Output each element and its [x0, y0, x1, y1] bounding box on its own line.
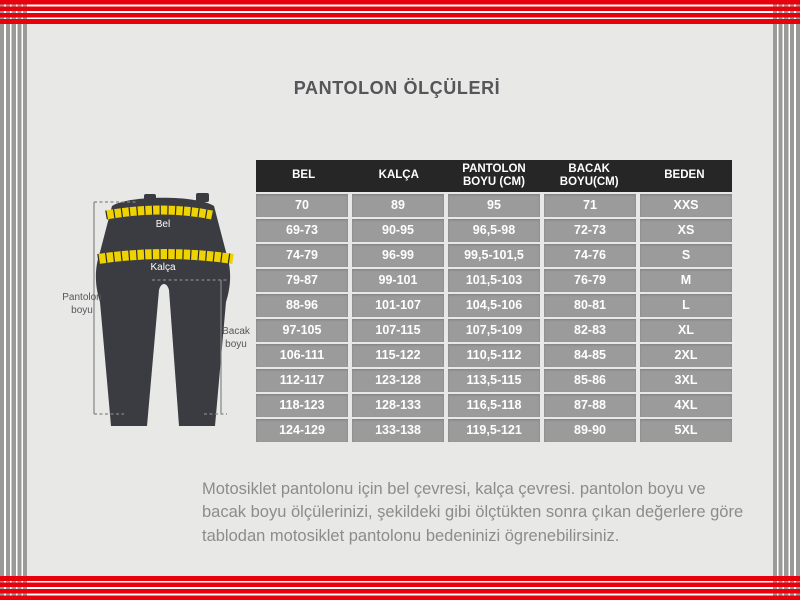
table-cell: 124-129 — [256, 419, 348, 442]
table-row — [256, 419, 732, 442]
size-table — [256, 160, 732, 442]
table-cell: 110,5-112 — [448, 344, 540, 367]
table-cell: 106-111 — [256, 344, 348, 367]
table-cell: 96-99 — [352, 244, 444, 267]
table-header-cell: BEDEN — [664, 169, 705, 182]
table-header-cell: PANTOLON BOYU (CM) — [462, 162, 526, 188]
description-text — [202, 478, 754, 548]
pants-silhouette — [96, 198, 230, 426]
table-row — [256, 319, 732, 342]
table-cell: XXS — [640, 194, 732, 217]
table-cell: 133-138 — [352, 419, 444, 442]
table-cell: 104,5-106 — [448, 294, 540, 317]
table-cell: 96,5-98 — [448, 219, 540, 242]
table-cell: 112-117 — [256, 369, 348, 392]
table-cell: 115-122 — [352, 344, 444, 367]
table-cell: 128-133 — [352, 394, 444, 417]
table-header-cell: BACAK BOYU(CM) — [559, 162, 619, 188]
table-cell: 90-95 — [352, 219, 444, 242]
table-cell: 88-96 — [256, 294, 348, 317]
hip-label: Kalça — [150, 262, 176, 273]
size-table-header — [256, 160, 732, 192]
table-row — [256, 344, 732, 367]
table-row — [256, 219, 732, 242]
table-cell: 74-76 — [544, 244, 636, 267]
right-gray-stripes-decoration — [773, 0, 800, 600]
table-cell: 119,5-121 — [448, 419, 540, 442]
table-cell: M — [640, 269, 732, 292]
table-cell: 74-79 — [256, 244, 348, 267]
table-cell: 2XL — [640, 344, 732, 367]
table-row — [256, 294, 732, 317]
table-row — [256, 369, 732, 392]
table-cell: 116,5-118 — [448, 394, 540, 417]
table-cell: 95 — [448, 194, 540, 217]
table-cell: 3XL — [640, 369, 732, 392]
table-row — [256, 244, 732, 267]
table-cell: L — [640, 294, 732, 317]
table-cell: 87-88 — [544, 394, 636, 417]
table-cell: XL — [640, 319, 732, 342]
pants-measurement-diagram — [48, 188, 263, 443]
content-panel — [27, 24, 773, 576]
size-table-body — [256, 194, 732, 442]
table-row — [256, 194, 732, 217]
table-cell: 70 — [256, 194, 348, 217]
description-line: göre tablodan motosiklet pantolonu bedeninizi ögrenebilirsiniz. — [202, 503, 744, 545]
table-cell: 71 — [544, 194, 636, 217]
table-cell: 72-73 — [544, 219, 636, 242]
table-header-cell: KALÇA — [378, 169, 419, 182]
table-cell: 113,5-115 — [448, 369, 540, 392]
table-cell: 123-128 — [352, 369, 444, 392]
table-cell: 101-107 — [352, 294, 444, 317]
table-cell: 80-81 — [544, 294, 636, 317]
leg-length-label: Bacak boyu — [222, 326, 250, 350]
bottom-red-stripes-decoration — [0, 576, 800, 600]
table-cell: 84-85 — [544, 344, 636, 367]
table-cell: 82-83 — [544, 319, 636, 342]
table-row — [256, 394, 732, 417]
table-cell: 99-101 — [352, 269, 444, 292]
table-cell: 69-73 — [256, 219, 348, 242]
hip-tape — [98, 254, 233, 259]
table-cell: 97-105 — [256, 319, 348, 342]
table-cell: 99,5-101,5 — [448, 244, 540, 267]
top-red-stripes-decoration — [0, 0, 800, 24]
table-cell: 107-115 — [352, 319, 444, 342]
table-cell: 107,5-109 — [448, 319, 540, 342]
table-cell: 101,5-103 — [448, 269, 540, 292]
table-cell: 79-87 — [256, 269, 348, 292]
table-cell: 85-86 — [544, 369, 636, 392]
table-cell: 5XL — [640, 419, 732, 442]
left-gray-stripes-decoration — [0, 0, 27, 600]
table-cell: 89 — [352, 194, 444, 217]
table-cell: 89-90 — [544, 419, 636, 442]
table-cell: S — [640, 244, 732, 267]
table-cell: 118-123 — [256, 394, 348, 417]
waist-label: Bel — [155, 219, 171, 230]
table-row — [256, 269, 732, 292]
pant-length-label: Pantolon boyu — [62, 292, 102, 316]
description-line: bacak boyu ölçülerinizi, şekildeki gibi ölçtükten sonra çıkan değerlere — [202, 503, 706, 522]
table-cell: 76-79 — [544, 269, 636, 292]
table-cell: 4XL — [640, 394, 732, 417]
description-line: Motosiklet pantolonu için bel çevresi, kalça çevresi. pantolon boyu ve — [202, 480, 706, 498]
table-header-cell: BEL — [292, 169, 316, 182]
page-title: PANTOLON ÖLÇÜLERİ — [293, 78, 501, 98]
table-cell: XS — [640, 219, 732, 242]
